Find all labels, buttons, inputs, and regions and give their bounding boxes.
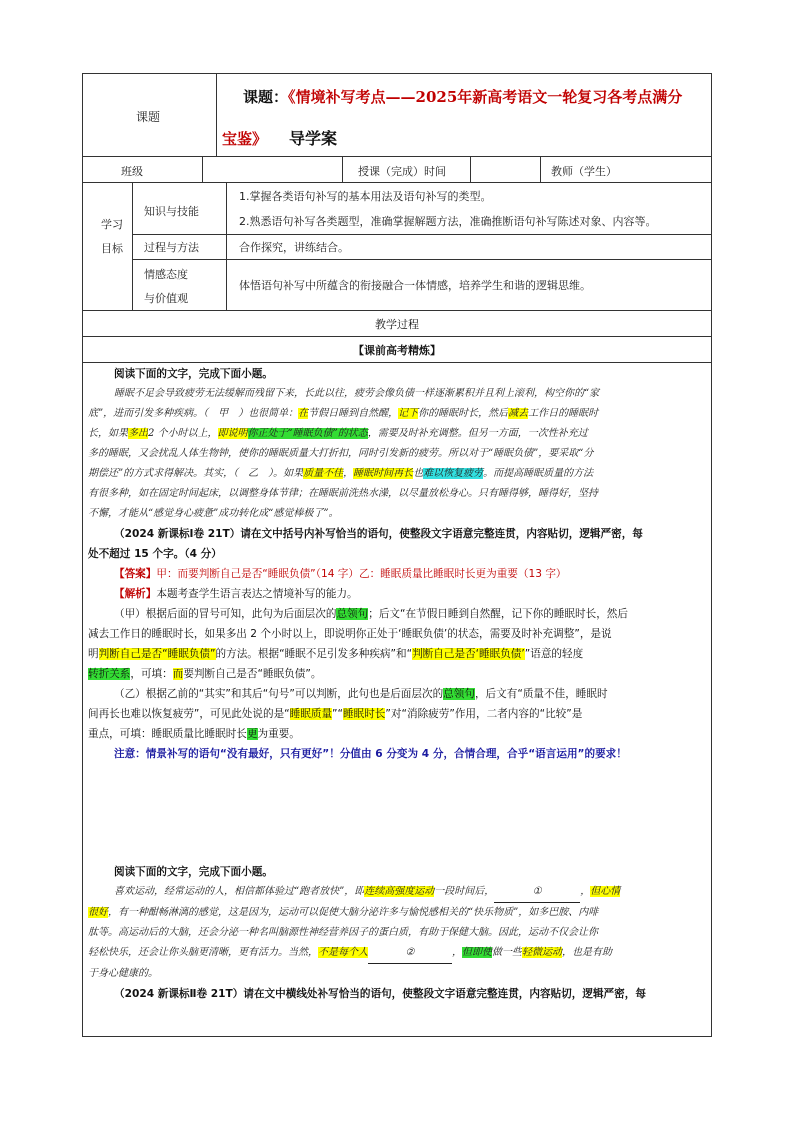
q1-passage [88, 384, 708, 524]
process-label: 过程与方法 [144, 241, 199, 254]
q1-passage-line: 睡眠不足会导致疲劳无法缓解而残留下来，长此以往，疲劳会像负债一样逐渐累积并且利上滚利，构空你的“家 [114, 388, 600, 399]
q1-passage-line: 不懈，才能从“感觉身心疲惫”成功转化成“感觉棒极了”。 [88, 508, 339, 519]
teacher-label: 教师（学生） [551, 165, 617, 178]
q1-passage-line: 期偿还”的方式求得解决。其实，（ 乙 ）。如果质量不佳，睡眠时间再长也难以恢复疲劳。而提高睡眠质量的方法 [88, 468, 594, 479]
divider [202, 156, 203, 182]
q1-analysis-line: （乙）根据乙前的“其实”和其后“句号”可以判断，此句也是后面层次的总领句，后文有“质量不佳，睡眠时 [114, 688, 608, 700]
q2-question: （2024 新课标Ⅱ卷 21T）请在文中横线处补写恰当的语句，使整段文字语意完整连贯，内容贴切，逻辑严密，每 [114, 988, 646, 1000]
emotion-label-2: 与价值观 [144, 292, 188, 305]
q1-question: 处不超过 15 个字。（4 分） [88, 548, 222, 560]
q2-passage-line: 轻松快乐，还会让你头脑更清晰，更有活力。当然，不是每个人 ② ，但即使做一些轻微运动，也是有助 [88, 943, 708, 964]
blank-1[interactable]: ① [494, 882, 580, 903]
q1-answer: 【答案】甲：而要判断自己是否“睡眠负债”（14 字）乙：睡眠质量比睡眠时长更为重要（13 字） [114, 568, 567, 580]
divider [132, 259, 712, 260]
q2-passage-line: 肽等。高运动后的大脑，还会分泌一种名叫脑源性神经营养因子的蛋白质，有助于保健大脑。因此，运动不仅会让你 [88, 927, 598, 938]
divider [132, 234, 712, 235]
q1-analysis-line: 转折关系，可填：而要判断自己是否“睡眠负债”。 [88, 668, 322, 680]
time-label: 授课（完成）时间 [358, 165, 446, 178]
q1-analysis-line: 明判断自己是否“睡眠负债”的方法。根据“睡眠不足引发多种疾病”和“判断自己是否‘睡眠负债’”语意的轻度 [88, 648, 584, 660]
knowledge-label: 知识与技能 [144, 205, 199, 218]
divider [226, 182, 227, 310]
q2-passage-line: 很好，有一种酣畅淋漓的感觉，这是因为，运动可以促使大脑分泌许多与愉悦感相关的“快乐物质”，如多巴胺、内啡 [88, 907, 599, 918]
title-prefix: 课题： [243, 88, 289, 106]
goals-label-2: 目标 [101, 242, 123, 255]
q2-passage-line: 于身心健康的。 [88, 968, 158, 979]
divider [132, 182, 133, 310]
knowledge-item-2: 2.熟悉语句补写各类题型，准确掌握解题方法，准确推断语句补写陈述对象、内容等。 [239, 215, 657, 228]
divider [216, 73, 217, 156]
knowledge-item-1: 1.掌握各类语句补写的基本用法及语句补写的类型。 [239, 190, 492, 203]
q1-note: 注意：情景补写的语句“没有最好，只有更好”！分值由 6 分变为 4 分，合情合理，合乎“语言运用”的要求！ [114, 748, 627, 760]
q1-analysis-line: 重点，可填：睡眠质量比睡眠时长更为重要。 [88, 728, 300, 740]
q1-passage-line: 底”，进而引发多种疾病。（ 甲 ）也很简单：在节假日睡到自然醒，记下你的睡眠时长，然后减去工作日的睡眠时 [88, 408, 599, 419]
page-title [243, 86, 682, 107]
class-label: 班级 [121, 165, 143, 178]
q1-analysis-line: 间再长也难以恢复疲劳”，可见此处说的是“睡眠质量”“睡眠时长”对“消除疲劳”作用，二者内容的“比较”是 [88, 708, 583, 720]
divider [342, 156, 343, 182]
divider [540, 156, 541, 182]
divider [82, 310, 712, 311]
q1-passage-line: 长，如果多出2 个小时以上，即说明你正处于“睡眠负债”的状态，需要及时补充调整。但另一方面，一次性补充过 [88, 428, 588, 439]
question-1 [88, 364, 708, 764]
header-label: 课题 [136, 110, 161, 124]
process-text: 合作探究，讲练结合。 [239, 241, 349, 254]
section-title: 【课前高考精炼】 [353, 344, 441, 357]
q1-instruction: 阅读下面的文字，完成下面小题。 [114, 368, 273, 380]
q1-question: （2024 新课标Ⅰ卷 21T）请在文中括号内补写恰当的语句，使整段文字语意完整连贯，内容贴切，逻辑严密，每 [114, 528, 643, 540]
divider [470, 156, 471, 182]
title-red2: 宝鉴》 [222, 130, 268, 148]
divider [82, 336, 712, 337]
q1-analysis: 【解析】本题考查学生语言表达之情境补写的能力。 [114, 588, 358, 600]
q2-passage-line: 喜欢运动，经常运动的人，相信都体验过“跑者放快”，即连续高强度运动一段时间后， ① ，但心情 [88, 882, 708, 903]
q1-analysis-line: 减去工作日的睡眠时长，如果多出 2 个小时以上，即说明你正处于‘睡眠负债’的状态，需要及时补充调整”，是说 [88, 628, 612, 640]
emotion-label-1: 情感态度 [144, 268, 188, 281]
divider [82, 362, 712, 363]
blank-2[interactable]: ② [368, 943, 452, 964]
highlight: 睡眠质量 [289, 708, 333, 720]
question-2 [88, 862, 708, 1004]
title-red: 《情境补写考点——2025年新高考语文一轮复习各考点满分 [288, 88, 683, 106]
q1-passage-line: 多的睡眠，又会扰乱人体生物钟，使你的睡眠质量大打折扣，同时引发新的疲劳。所以对于“睡眠负债”，要采取“分 [88, 448, 594, 459]
title-suffix: 导学案 [289, 129, 338, 148]
emotion-text: 体悟语句补写中所蕴含的衔接融合一体情感，培养学生和谐的逻辑思维。 [239, 279, 591, 292]
q1-passage-line: 有很多种，如在固定时间起床，以调整身体节律；在睡眠前洗热水澡，以尽量放松身心。只有睡得够，睡得好，坚持 [88, 488, 598, 499]
q2-passage [88, 882, 708, 984]
goals-label-1: 学习 [101, 218, 123, 231]
page-title-line2 [222, 126, 337, 149]
q1-analysis-line: （甲）根据后面的冒号可知，此句为后面层次的总领句；后文“在节假日睡到自然醒，记下你的睡眠时长，然后 [114, 608, 628, 620]
q2-instruction: 阅读下面的文字，完成下面小题。 [114, 866, 273, 878]
process-title: 教学过程 [375, 318, 419, 331]
divider [82, 182, 712, 183]
divider [82, 156, 712, 157]
highlight: 睡眠时长 [343, 708, 386, 720]
